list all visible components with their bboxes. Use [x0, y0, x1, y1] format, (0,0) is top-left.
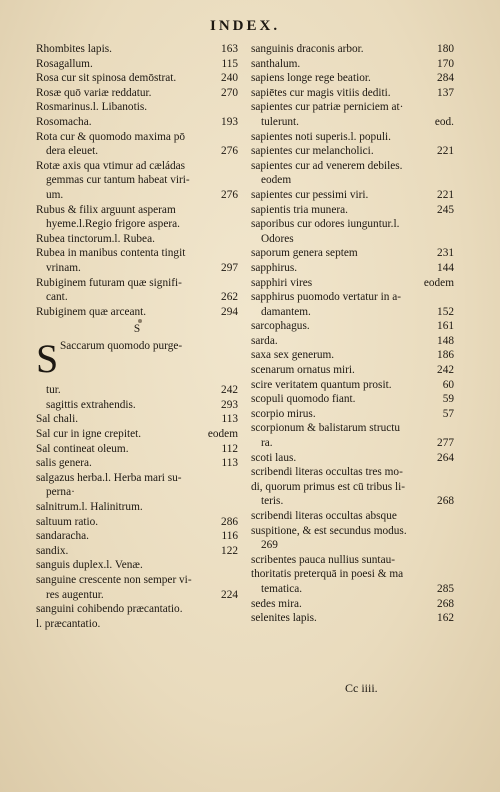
entry-text: sandix. [36, 544, 69, 557]
index-entry [251, 465, 454, 480]
index-entry-continuation [251, 582, 454, 597]
page-number: 297 [221, 261, 238, 274]
entry-text: ra. [261, 437, 273, 450]
index-entry [36, 232, 238, 247]
page-number: 242 [221, 384, 238, 397]
entry-text: vrinam. [46, 261, 81, 274]
entry-text: hyeme.l.Regio frigore aspera. [46, 218, 180, 231]
entry-text: saporibus cur odores iunguntur.l. [251, 218, 400, 231]
index-entry [36, 515, 238, 530]
entry-text: Rosæ quō variæ reddatur. [36, 86, 152, 99]
index-entry [36, 602, 238, 617]
page-number: 245 [437, 203, 454, 216]
entry-text: Rubus & filix arguunt asperam [36, 203, 176, 216]
index-entry [251, 378, 454, 393]
entry-text: sapiens longe rege beatior. [251, 72, 371, 85]
entry-text: saltuum ratio. [36, 515, 99, 528]
index-entry-continuation [251, 305, 454, 320]
entry-text: thoritatis preterquā in poesi & ma [251, 568, 404, 581]
drop-cap: S [36, 336, 59, 382]
entry-text: scribentes pauca nullius suntau- [251, 553, 395, 566]
page-number: 137 [437, 86, 454, 99]
page-number: 231 [437, 247, 454, 260]
index-entry [36, 159, 238, 174]
index-entry [36, 203, 238, 218]
index-entry-continuation [36, 290, 238, 305]
page-number: 152 [437, 305, 454, 318]
page-number: 113 [221, 457, 238, 470]
right-column [251, 42, 454, 626]
page-header: INDEX. [210, 18, 281, 34]
entry-text: Sal contineat oleum. [36, 442, 129, 455]
index-entry [36, 412, 238, 427]
signature-mark: Cc iiii. [345, 681, 378, 695]
page-number: 163 [221, 43, 238, 55]
page-number: 115 [221, 57, 238, 70]
index-entry-continuation [251, 115, 454, 130]
entry-text: sedes mira. [251, 597, 302, 610]
index-entry [251, 597, 454, 612]
page-number: 221 [437, 188, 454, 201]
index-entry [251, 159, 454, 174]
entry-text: tur. [46, 384, 61, 397]
index-entry [36, 529, 238, 544]
entry-text: sarda. [251, 334, 278, 347]
page-number: 284 [437, 72, 454, 85]
page-number: 60 [442, 378, 454, 391]
entry-text: sapientes cur patriæ perniciem at· [251, 101, 404, 114]
entry-text: sanguine crescente non semper vi- [36, 574, 192, 586]
page-number: 186 [437, 349, 454, 362]
page-number: 268 [437, 597, 454, 610]
index-entry [251, 421, 454, 436]
entry-text: saxa sex generum. [251, 349, 335, 362]
index-entry [251, 611, 454, 626]
entry-text: Rosomacha. [36, 115, 92, 128]
entry-text: eodem [261, 174, 292, 187]
entry-text: sapientes cur melancholici. [251, 145, 374, 158]
entry-text: res augentur. [46, 588, 104, 601]
index-entry [251, 100, 454, 115]
page-number: 264 [437, 451, 454, 464]
page-number: 116 [221, 530, 238, 543]
index-entry [36, 130, 238, 145]
page-number: eodem [423, 276, 454, 289]
index-entry [36, 115, 238, 130]
entry-text: Sal cur in igne crepitet. [36, 428, 142, 441]
page-number: 193 [221, 115, 238, 128]
entry-text: cant. [46, 291, 68, 304]
index-entry [251, 86, 454, 101]
entry-text: Sal chali. [36, 413, 79, 426]
ink-speck [138, 319, 142, 323]
entry-text: Rubiginem futuram quæ signifi- [36, 276, 182, 289]
index-entry [36, 100, 238, 115]
index-entry-continuation [36, 261, 238, 276]
page-number: 221 [437, 145, 454, 158]
index-entry [36, 558, 238, 573]
index-entry [251, 392, 454, 407]
index-entry [251, 553, 454, 568]
index-entry [251, 567, 454, 582]
page-number: 293 [221, 398, 238, 411]
entry-text: sapphiri vires [251, 276, 313, 289]
index-entry [251, 363, 454, 378]
index-entry [251, 144, 454, 159]
index-entry [251, 276, 454, 291]
index-entry-continuation [36, 144, 238, 159]
entry-text: damantem. [261, 305, 311, 318]
entry-text: tulerunt. [261, 115, 299, 128]
entry-text: Rubea tinctorum.l. Rubea. [36, 232, 155, 245]
entry-text: perna· [46, 486, 75, 499]
index-entry-continuation [251, 494, 454, 509]
page-number: eodem [207, 428, 238, 441]
index-entry-continuation [36, 173, 238, 188]
entry-text: di, quorum primus est cū tribus li- [251, 480, 406, 493]
index-entry [251, 130, 454, 145]
entry-text: sandaracha. [36, 530, 89, 543]
page-number: 242 [437, 364, 454, 377]
index-entry [251, 319, 454, 334]
index-entry [251, 290, 454, 305]
page-number: 57 [442, 407, 454, 420]
entry-text: suspitione, & est secundus modus. [251, 524, 407, 537]
index-entry [36, 86, 238, 101]
entry-text: sagittis extrahendis. [46, 398, 136, 411]
entry-text: sanguini cohibendo præcantatio. [36, 603, 183, 616]
page-number: eod. [434, 115, 454, 128]
entry-text: saporum genera septem [251, 247, 358, 260]
page-number: 268 [437, 495, 454, 508]
index-entry [36, 57, 238, 72]
entry-text: Odores [261, 232, 294, 245]
entry-text: scire veritatem quantum prosit. [251, 378, 392, 391]
entry-text: sapientis tria munera. [251, 203, 348, 216]
section-letter: S [133, 323, 141, 336]
index-entry-continuation [36, 485, 238, 500]
index-entry [36, 500, 238, 515]
entry-text: um. [46, 188, 64, 201]
entry-text: scribendi literas occultas tres mo- [251, 466, 403, 479]
entry-text: Rosagallum. [36, 57, 93, 70]
index-entry [251, 334, 454, 349]
index-entry [251, 348, 454, 363]
index-entry-continuation [36, 383, 238, 398]
entry-text: gemmas cur tantum habeat viri- [46, 174, 190, 187]
index-entry [36, 456, 238, 471]
index-entry [36, 617, 238, 632]
entry-text: sapientes noti superis.l. populi. [251, 130, 391, 143]
entry-text: scorpio mirus. [251, 407, 316, 420]
entry-text: Rubea in manibus contenta tingit [36, 247, 186, 260]
page-number: 180 [437, 43, 454, 55]
left-column [36, 42, 238, 631]
index-entry [251, 188, 454, 203]
index-entry-continuation [36, 217, 238, 232]
index-entry [251, 203, 454, 218]
entry-text: tematica. [261, 582, 303, 595]
index-entry [251, 71, 454, 86]
entry-text: sarcophagus. [251, 320, 310, 333]
index-entry-continuation [251, 436, 454, 451]
index-entry [251, 57, 454, 72]
entry-text: scoti laus. [251, 451, 297, 464]
index-entry [36, 442, 238, 457]
entry-text: sapphirus. [251, 261, 298, 274]
entry-text: sanguis duplex.l. Venæ. [36, 559, 143, 572]
entry-text: sanguinis draconis arbor. [251, 43, 364, 55]
index-entry [251, 480, 454, 495]
entry-text: scribendi literas occultas absque [251, 510, 397, 522]
page-number: 276 [221, 188, 238, 201]
index-entry [251, 509, 454, 524]
page-number: 262 [221, 291, 238, 304]
entry-text: 269 [261, 539, 278, 552]
index-entry [36, 71, 238, 86]
entry-text: Rosmarinus.l. Libanotis. [36, 101, 148, 114]
entry-text: santhalum. [251, 57, 301, 70]
page-number: 161 [437, 320, 454, 333]
entry-text: salis genera. [36, 457, 92, 470]
entry-text: Rhombites lapis. [36, 43, 112, 55]
index-entry [251, 217, 454, 232]
page-number: 277 [437, 437, 454, 450]
index-entry [251, 261, 454, 276]
page-number: 285 [437, 582, 454, 595]
entry-text: Rotæ axis qua vtimur ad cæládas [36, 159, 186, 172]
entry-text: scenarum ornatus miri. [251, 364, 355, 377]
entry-text: sapiētes cur magis vitiis dediti. [251, 86, 391, 99]
page-number: 224 [221, 588, 238, 601]
entry-text: scopuli quomodo fiant. [251, 393, 356, 406]
index-entry [36, 471, 238, 486]
page-number: 240 [221, 72, 238, 85]
entry-text: Saccarum quomodo purge- [60, 340, 183, 353]
index-entry-continuation [36, 188, 238, 203]
index-entry [251, 407, 454, 422]
entry-text: salnitrum.l. Halinitrum. [36, 501, 143, 514]
index-entry [36, 336, 238, 383]
index-entry-continuation [36, 588, 238, 603]
index-entry [251, 524, 454, 539]
index-entry [36, 42, 238, 57]
index-entry [36, 305, 238, 320]
page-number: 170 [437, 57, 454, 70]
entry-text: salgazus herba.l. Herba mari su- [36, 471, 182, 484]
entry-text: l. præcantatio. [36, 617, 101, 630]
page-number: 112 [221, 442, 238, 455]
page-number: 59 [442, 393, 454, 406]
entry-text: Rosa cur sit spinosa demōstrat. [36, 72, 177, 85]
index-entry [251, 246, 454, 261]
page-number: 144 [437, 261, 454, 274]
entry-text: sapientes cur pessimi viri. [251, 188, 369, 201]
entry-text: scorpionum & balistarum structu [251, 422, 401, 435]
index-entry-continuation [251, 173, 454, 188]
page-number: 113 [221, 413, 238, 426]
index-entry-continuation [251, 538, 454, 553]
page-number: 276 [221, 145, 238, 158]
page-number: 286 [221, 515, 238, 528]
index-entry [36, 427, 238, 442]
entry-text: selenites lapis. [251, 612, 317, 625]
index-entry [36, 573, 238, 588]
entry-text: sapphirus puomodo vertatur in a- [251, 291, 401, 304]
page-number: 148 [437, 334, 454, 347]
entry-text: Rota cur & quomodo maxima pō [36, 130, 186, 143]
index-entry [251, 42, 454, 57]
entry-text: teris. [261, 495, 284, 508]
page-number: 294 [221, 305, 238, 318]
index-entry [251, 451, 454, 466]
entry-text: sapientes cur ad venerem debiles. [251, 159, 403, 172]
index-entry-continuation [36, 398, 238, 413]
index-entry [36, 246, 238, 261]
entry-text: dera eleuet. [46, 145, 99, 158]
index-entry-continuation [251, 232, 454, 247]
page-number: 270 [221, 86, 238, 99]
index-entry [36, 544, 238, 559]
page-number: 162 [437, 612, 454, 625]
index-entry [36, 276, 238, 291]
entry-text: Rubiginem quæ arceant. [36, 305, 147, 318]
page-number: 122 [221, 544, 238, 557]
